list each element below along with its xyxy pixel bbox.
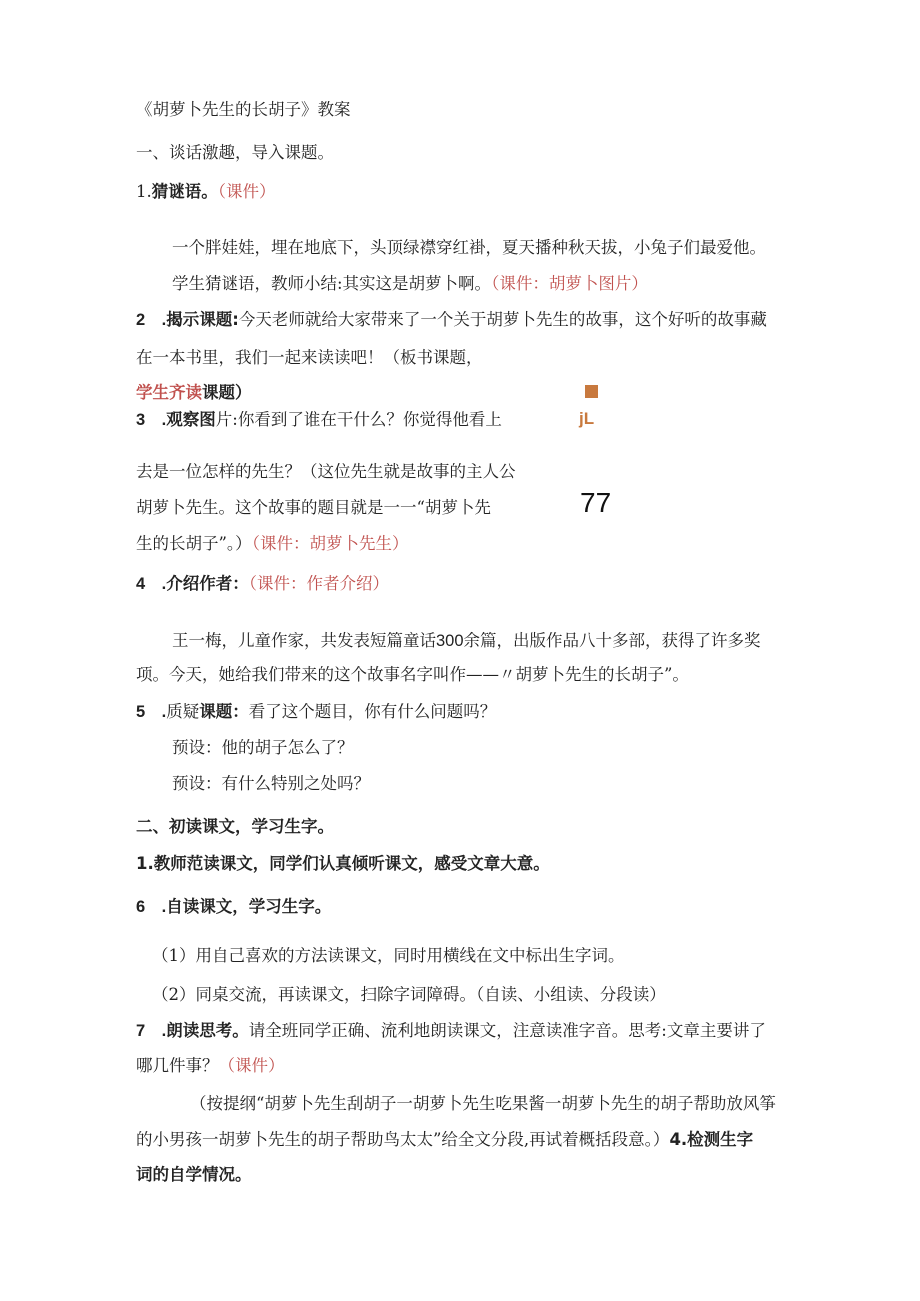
- item-4: [136, 572, 389, 596]
- step-7-line-2-text: 哪几件事？: [136, 1056, 219, 1075]
- section-1-heading: 一、谈话激趣，导入课题。: [136, 143, 334, 162]
- read-title-line: [136, 381, 252, 405]
- item-2-line-2: 在一本书里，我们一起来读读吧！（板书课题，: [136, 348, 483, 367]
- item-1-note: （课件）: [217, 182, 276, 201]
- outline-line-1: （按提纲“胡萝卜先生刮胡子一胡萝卜先生吃果酱一胡萝卜先生的胡子帮助放风筝: [190, 1094, 776, 1113]
- read-red-text: 学生齐读: [136, 383, 202, 402]
- item-3-line-3: 胡萝卜先生。这个故事的题目就是一一“胡萝卜先: [136, 498, 491, 517]
- item-1: [136, 180, 276, 204]
- preset-1: 预设：他的胡子怎么了？: [172, 738, 354, 757]
- step-7-number: 7 .: [136, 1022, 167, 1040]
- step-6-number: 6 .: [136, 898, 167, 916]
- subpoint-2: （2）同桌交流，再读课文，扫除字词障碍。（自读、小组读、分段读）: [152, 985, 666, 1004]
- item-3-text: 片:你看到了谁在干什么？你觉得他看上: [215, 410, 502, 429]
- guess-text: 学生猜谜语，教师小结:其实这是胡萝卜啊。: [172, 274, 492, 293]
- outline-line-2-text: 的小男孩一胡萝卜先生的胡子帮助鸟太太”给全文分段,再试着概括段意。）: [136, 1130, 670, 1149]
- riddle-text: 一个胖娃娃，埋在地底下，头顶绿襟穿红褂，夏天播种秋天拔，小兔子们最爱他。: [172, 238, 766, 257]
- item-3: [136, 408, 502, 432]
- item-4-label: 介绍作者：: [166, 574, 249, 593]
- author-line-1: [172, 629, 761, 653]
- guess-line: [172, 272, 648, 296]
- item-2-number: 2 .: [136, 311, 167, 329]
- item-2-text: 今天老师就给大家带来了一个关于胡萝卜先生的故事，这个好听的故事藏: [238, 310, 767, 329]
- item-5: [136, 700, 496, 724]
- step-1: 1.教师范读课文，同学们认真倾听课文，感受文章大意。: [136, 854, 550, 873]
- outline-line-3: 词的自学情况。: [136, 1165, 252, 1184]
- side-fragment-jl: jL: [579, 409, 595, 428]
- side-fragment-77: 77: [580, 487, 612, 518]
- subpoint-1: （1）用自己喜欢的方法读课文，同时用横线在文中标出生字词。: [152, 946, 625, 965]
- doc-title: 《胡萝卜先生的长胡子》教案: [136, 100, 351, 119]
- item-3-line-4-text: 生的长胡子”。）: [136, 534, 252, 553]
- section-2-heading: 二、初读课文，学习生字。: [136, 817, 334, 836]
- item-3-note: （课件：胡萝卜先生）: [251, 534, 409, 553]
- item-3-line-4: [136, 532, 408, 556]
- author-line-1-a: 王一梅，儿童作家，共发表短篇童话: [172, 631, 436, 650]
- step-6: [136, 895, 331, 919]
- item-1-label: 猜谜语。: [151, 182, 218, 201]
- item-3-number: 3 .: [136, 411, 167, 429]
- item-5-label-b: 课题：: [199, 702, 249, 721]
- outline-line-2: [136, 1128, 753, 1152]
- outline-line-2-bold: 4.检测生字: [669, 1130, 754, 1149]
- item-5-text: 看了这个题目，你有什么问题吗？: [248, 702, 497, 721]
- guess-note: （课件：胡萝卜图片）: [491, 274, 648, 293]
- item-4-note: （课件：作者介绍）: [248, 574, 390, 593]
- item-4-number: 4 .: [136, 575, 167, 593]
- item-3-line-2: 去是一位怎样的先生？（这位先生就是故事的主人公: [136, 462, 516, 481]
- preset-2: 预设：有什么特别之处吗？: [172, 774, 370, 793]
- item-2: [136, 308, 767, 332]
- read-bold-text: 课题）: [202, 383, 252, 402]
- author-line-1-b: 余篇，出版作品八十多部，获得了许多奖: [463, 631, 761, 650]
- author-count: 300: [436, 632, 464, 650]
- item-2-label: 揭示课题:: [166, 310, 239, 329]
- step-7: [136, 1019, 766, 1043]
- step-7-note: （课件）: [218, 1056, 285, 1075]
- step-7-line-2: [136, 1054, 285, 1078]
- author-line-2: 项。今天，她给我们带来的这个故事名字叫作——〃胡萝卜先生的长胡子”。: [136, 665, 689, 684]
- item-1-number: 1.: [136, 182, 152, 201]
- item-3-label: 观察图: [166, 410, 216, 429]
- step-7-text: 请全班同学正确、流利地朗读课文，注意读准字音。思考:文章主要讲了: [248, 1021, 766, 1040]
- step-6-text: 自读课文，学习生字。: [166, 897, 332, 916]
- step-7-label: 朗读思考。: [166, 1021, 249, 1040]
- orange-square-icon: [585, 385, 598, 398]
- item-5-label-a: 质疑: [166, 702, 200, 721]
- item-5-number: 5 .: [136, 703, 167, 721]
